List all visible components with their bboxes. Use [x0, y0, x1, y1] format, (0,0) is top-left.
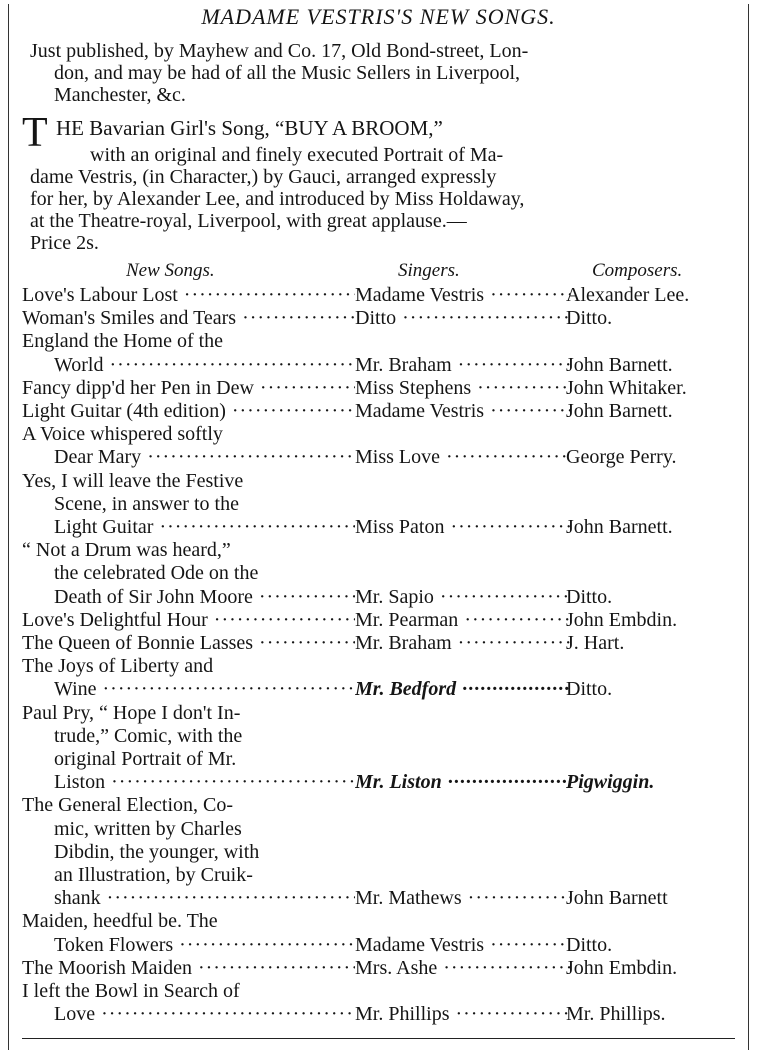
- song-title: Liston ·····: [54, 771, 355, 794]
- song-description-line-2: with an original and finely executed Portrait of Ma-: [90, 144, 504, 166]
- composer-name: John Barnett: [566, 887, 668, 910]
- song-title: mic, written by Charles: [54, 817, 242, 840]
- header-singers: Singers.: [398, 260, 460, 281]
- composer-name: Pigwiggin.: [566, 771, 655, 794]
- song-title: England the Home of the: [22, 330, 224, 353]
- composer-name: John Barnett.: [566, 516, 673, 538]
- song-row: [0, 423, 757, 445]
- song-row: [0, 678, 757, 700]
- singer-name: Mr. Mathews ·····: [355, 887, 570, 910]
- song-title: “ Not a Drum was heard,”: [22, 539, 231, 562]
- song-row: [0, 771, 757, 793]
- song-row: [0, 307, 757, 329]
- price: Price 2s.: [30, 232, 99, 254]
- song-title: A Voice whispered softly: [22, 423, 223, 446]
- song-row: [0, 586, 757, 608]
- song-title: I left the Bowl in Search of: [22, 980, 240, 1002]
- song-row: [0, 539, 757, 561]
- singer-name: Miss Paton ·····: [355, 516, 570, 539]
- singer-name: Mr. Bedford ·····: [355, 678, 570, 701]
- song-description-line-5: at the Theatre-royal, Liverpool, with great applause.—: [30, 210, 467, 232]
- song-title: Dibdin, the younger, with: [54, 840, 260, 863]
- publisher-line-3: Manchester, &c.: [54, 84, 186, 106]
- song-description-line-3: dame Vestris, (in Character,) by Gauci, arranged expressly: [30, 166, 497, 188]
- composer-name: John Embdin.: [566, 608, 678, 631]
- header-new-songs: New Songs.: [126, 260, 215, 281]
- song-title: trude,” Comic, with the: [54, 724, 243, 747]
- song-row: [0, 470, 757, 492]
- song-title: Love's Labour Lost ·····: [22, 284, 355, 307]
- composer-name: Ditto.: [566, 307, 613, 330]
- bottom-rule: [22, 1038, 735, 1039]
- song-row: [0, 562, 757, 584]
- composer-name: John Embdin.: [566, 956, 678, 979]
- singer-name: Mr. Pearman ·····: [355, 609, 570, 632]
- song-title: Maiden, heedful be. The: [22, 910, 218, 933]
- song-title: an Illustration, by Cruik-: [54, 864, 253, 886]
- song-row: [0, 702, 757, 724]
- composer-name: George Perry.: [566, 446, 677, 469]
- song-title: World ·····: [54, 354, 355, 377]
- song-row: [0, 725, 757, 747]
- song-row: [0, 841, 757, 863]
- header-composers: Composers.: [592, 260, 683, 281]
- song-title: Love ·····: [54, 1003, 355, 1026]
- singer-name: Miss Love ·····: [355, 446, 570, 469]
- song-title: Wine ·····: [54, 678, 355, 701]
- song-row: [0, 1003, 757, 1025]
- song-title: Light Guitar ·····: [54, 516, 355, 539]
- singer-name: Mr. Braham ·····: [355, 632, 570, 655]
- singer-name: Mr. Sapio ·····: [355, 586, 570, 609]
- song-row: [0, 632, 757, 654]
- song-row: [0, 284, 757, 306]
- song-description-line-4: for her, by Alexander Lee, and introduced by Miss Holdaway,: [30, 188, 525, 210]
- song-row: [0, 957, 757, 979]
- song-row: [0, 516, 757, 538]
- composer-name: John Whitaker.: [566, 376, 687, 399]
- song-row: [0, 818, 757, 840]
- song-row: [0, 910, 757, 932]
- song-row: [0, 609, 757, 631]
- composer-name: Ditto.: [566, 933, 613, 956]
- song-row: [0, 934, 757, 956]
- song-row: [0, 655, 757, 677]
- composer-name: J. Hart.: [566, 632, 625, 654]
- composer-name: John Barnett.: [566, 400, 673, 422]
- singer-name: Mr. Liston ·····: [355, 771, 570, 794]
- song-title: Paul Pry, “ Hope I don't In-: [22, 701, 241, 724]
- composer-name: Ditto.: [566, 585, 613, 608]
- song-title: Love's Delightful Hour ·····: [22, 609, 355, 632]
- song-title: Death of Sir John Moore ·····: [54, 586, 355, 609]
- singer-name: Mrs. Ashe ·····: [355, 957, 570, 980]
- song-title: The Moorish Maiden ·····: [22, 957, 355, 980]
- singer-name: Miss Stephens ·····: [355, 377, 570, 400]
- singer-name: Mr. Phillips ·····: [355, 1003, 570, 1026]
- song-title: Token Flowers ·····: [54, 934, 355, 957]
- singer-name: Madame Vestris ·····: [355, 400, 570, 423]
- song-row: [0, 354, 757, 376]
- song-row: [0, 446, 757, 468]
- publisher-line-2: don, and may be had of all the Music Sellers in Liverpool,: [54, 62, 521, 84]
- song-title: Scene, in answer to the: [54, 492, 239, 515]
- song-row: [0, 887, 757, 909]
- song-title: original Portrait of Mr.: [54, 748, 237, 770]
- song-row: [0, 980, 757, 1002]
- song-title: Dear Mary ·····: [54, 446, 355, 469]
- song-row: [0, 794, 757, 816]
- composer-name: Alexander Lee.: [566, 284, 690, 306]
- song-title: The General Election, Co-: [22, 794, 234, 817]
- advertisement-title: MADAME VESTRIS'S NEW SONGS.: [201, 4, 556, 29]
- singer-name: Ditto ·····: [355, 307, 570, 330]
- song-title: Yes, I will leave the Festive: [22, 469, 244, 492]
- song-row: [0, 748, 757, 770]
- drop-cap: T: [22, 110, 48, 156]
- song-title: Fancy dipp'd her Pen in Dew ·····: [22, 377, 355, 400]
- song-title: the celebrated Ode on the: [54, 562, 259, 585]
- composer-name: Ditto.: [566, 678, 613, 701]
- column-headers: [0, 260, 757, 282]
- song-title: Light Guitar (4th edition) ·····: [22, 400, 355, 423]
- song-title: The Joys of Liberty and: [22, 655, 214, 678]
- song-row: [0, 330, 757, 352]
- singer-name: Mr. Braham ·····: [355, 354, 570, 377]
- song-row: [0, 400, 757, 422]
- song-row: [0, 493, 757, 515]
- song-title: shank ·····: [54, 887, 355, 910]
- song-row: [0, 377, 757, 399]
- song-title: The Queen of Bonnie Lasses ·····: [22, 632, 355, 655]
- composer-name: Mr. Phillips.: [566, 1003, 666, 1026]
- publisher-line-1: Just published, by Mayhew and Co. 17, Old Bond-street, Lon-: [30, 40, 529, 62]
- singer-name: Madame Vestris ·····: [355, 934, 570, 957]
- singer-name: Madame Vestris ·····: [355, 284, 570, 307]
- song-title: Woman's Smiles and Tears ·····: [22, 307, 355, 330]
- song-row: [0, 864, 757, 886]
- composer-name: John Barnett.: [566, 353, 673, 376]
- song-description-line-1: HE Bavarian Girl's Song, “BUY A BROOM,”: [56, 116, 443, 140]
